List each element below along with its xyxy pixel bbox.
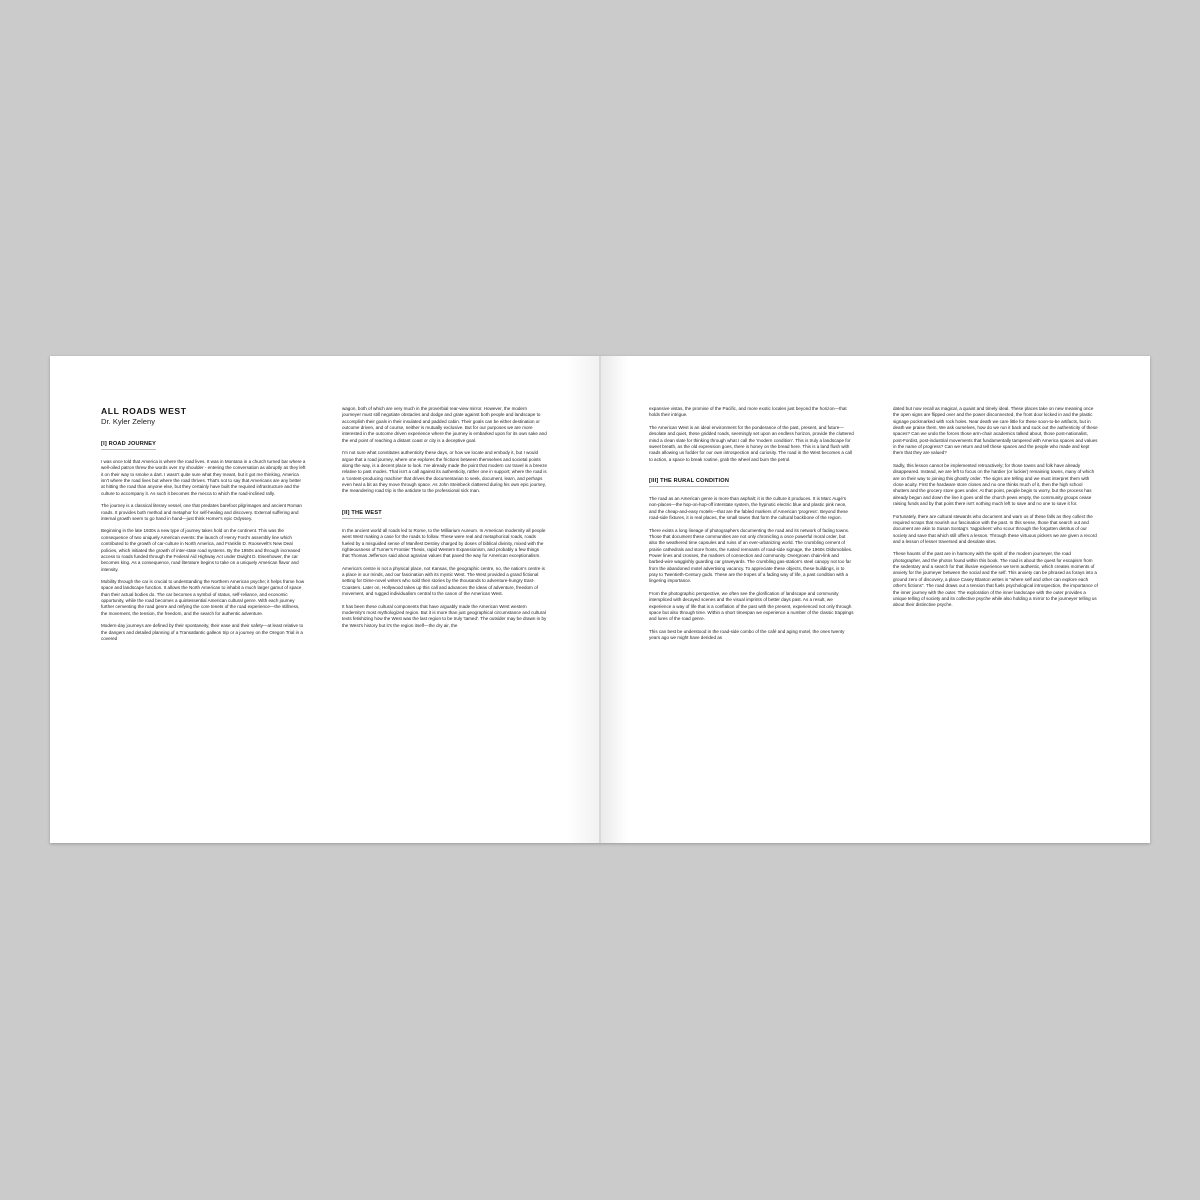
- paragraph: This can best be understood in the road-side combo of the café and aging motel, the ones twenty years ago we might have derided as: [649, 628, 845, 641]
- paragraph: wagon, both of which are very much in the proverbial rear-view mirror. However, the modern journeyer must still negotiate obstacles and dodge and grate against both people and landscape to accomplish their goals in their insulated and padded cabin. Their goals can be either destination or outcome driven, and of course, neither is mutually exclusive. But for our purposes we are more interested in the outcome driven experience where the journey is embarked upon for its own sake and the end point of reaching a distant coast or city is a deceptive goal.: [342, 406, 547, 443]
- paragraph: The American West is an ideal environment for the ponderance of the past, present, and future—desolate and quiet, these gridded roads, seemingly set upon an endless horizon, provide the cluttered mind a clean slate for thinking through what I call the 'modern condition'. This is truly a landscape for sweet breath, as the old expression goes, there is honey on the bread here. This is a land flush with roads allowing us fodder for our own introspection and curiosity. The road in the West becomes a call to action, a space to break routine, grab the wheel and burn the petrol.: [649, 424, 854, 462]
- paragraph: expansive vistas, the promise of the Pacific, and more exotic locales just beyond the horizon—that holds their intrigue.: [649, 406, 847, 418]
- book-spread: [50, 356, 1150, 843]
- paragraph: I'm not sure what constitutes authenticity these days, or how we locate and embody it, but I would argue that a road journey, where one explores the frictions between themselves and societal points along the way, is a decent place to look. I've already made the point that modern car travel is a breeze relative to past modes. That isn't a call against its authenticity, rather one in support; where the road is a 'content-producing machine' that drives the documentarian to seek, document, learn, and perhaps even heal a bit as they move through space. As John Steinbeck clattered during his own epic journey, the meandering road trip is the antidote to the professional sick man.: [342, 450, 548, 494]
- section-heading-road-journey: [I] ROAD JOURNEY: [101, 440, 156, 450]
- paragraph: From the photographic perspective, we often see the glorification of landscape and community interspliced with decayed scenes and the visual imprints of better days past. As a result, we experience a way of life that is a conflation of the past with the present, experienced not only through space but also through time. Within a short timespan we experience a number of the classic trappings and lures of the road genre.: [649, 590, 854, 622]
- paragraph: Modern-day journeys are defined by their spontaneity, their ease and their safety—at least relative to the dangers and detailed planning of a Transatlantic galleon trip or a journey on the Oregon Trial in a covered: [101, 623, 304, 641]
- left-column-2: [342, 406, 547, 635]
- paragraph: dated but now recall as magical, a quaint and timely ideal. These places take on new meaning once the open signs are flipped over and the power disconnected, the front door kicked in and the plastic signage pockmarked with rock holes. Near death we care little for these soon-to-be artifacts, but in death we praise them. We ask ourselves, how do we run it back and suck out the authenticity of these spaces? Can we undo the forces those arm-chair academics talked about, those post-nationalist, post-Fordist, post-industrial movements that fundamentally tampered with America spaces and values in the name of progress? Can we return and tell these spaces and the people who made and kept them that they are valued?: [893, 406, 1098, 456]
- paragraph: In the ancient world all roads led to Rome, to the Milliarium Aureum. In American modernity all people went West making a case for the roads to follow. These were real and metaphorical roads, roads fueled by a misguided sense of Manifest Destiny charged by doses of biblical divinity, mixed with the righteousness of Turner's Frontier Thesis, rapid Western Expansionism, and probably a few things that Thomas Jefferson said about agrarian values that paved the way for American exceptionalism.: [342, 527, 546, 559]
- paragraph: Sadly, this lesson cannot be implemented retroactively; for those towns and folk have already disappeared. Instead, we are left to focus on the hardier (or luckier) remaining towns, many of which are on their way to joining this ghostly order. The signs are telling and we must interpret them with close acuity. First the hardware store closes and no one thinks much of it, then the high school shutters and the grocery store goes under. At that point, people begin to worry, but the process has already begun and down the line it goes until the church pews empty, the community groups cease raising funds and by that point there isn't nothing much left to save and no one to save it for.: [893, 462, 1095, 506]
- right-column-1: [649, 406, 854, 648]
- paragraph: The road as an American genre is more than asphalt; it is the culture it produces. It is Marc Augé's non-places—the hop-on-hop-off interstate system, the hypnotic electric blue and plastic pink neon, and the cheap-and-easy motels—that are the fabled markers of American 'progress'. Beyond these road-side fixtures, it is real places, the small towns that form the cultural backbone of the region.: [649, 496, 848, 521]
- paragraph: Beginning in the late 1930s a new type of journey takes hold on the continent. This was the consequence of two uniquely American events: the launch of Henry Ford's assembly line which contributed to the growth of car-culture in North America, and Franklin D. Roosevelt's New Deal policies, which initiated the growth of inter-state road systems. By the 1950s and through increased access to roads funded through the Federal Aid Highway Act under Dwight D. Eisenhower, the car becomes king. As a consequence, road literature begins to take on a uniquely American flavor and intensity.: [101, 528, 301, 572]
- left-column-1: [101, 406, 306, 649]
- paragraph: Mobility through the car is crucial to understanding the Northern American psyche; it helps frame how space and landscape function. It allows the North American to inhabit a much larger gamut of space than their actual bodies do. The car becomes a symbol of status, self-reliance, and economic opportunity, while the road becomes a quintessential American cultural genre. With each journey further cementing the road genre and reifying the core tenets of the road experience—the stillness, the movement, the tension, the freedom, and the search for authentic adventure.: [101, 579, 305, 616]
- section-heading-rural-condition: [III] THE RURAL CONDITION: [649, 477, 729, 487]
- left-page: [50, 356, 600, 843]
- article-author: Dr. Kyler Zeleny: [101, 417, 156, 426]
- section-heading-the-west: [II] THE WEST: [342, 509, 382, 519]
- paragraph: Fortunately, there are cultural stewards who document and warn us of these falls as they collect the required scraps that nourish our fascination with the past. In this sense, those that search out and document are akin to Susan Sontag's 'ragpickers' who scour through the forgotten detritus of our society and save that which still offers a lesson. Through these virtuous pickers we are given a record and a lesson of lesser traversed and desolate sites.: [893, 513, 1097, 544]
- paragraph: I was once told that America is where the road lives. It was in Montana in a church turned bar where a well-oiled patron threw the words over my shoulder - entering the conversation as abruptly as they left it on their way to smoke a dart. I wasn't quite sure what they meant, but it got me thinking, America isn't where the road lives but where the road thrives. That's not to say that Americans are any better at hitting the road than anyone else, but they certainly have built the required infrastructure and the culture to accompany it. As such it becomes the mecca to which the road-inclined rally.: [101, 459, 306, 496]
- article-title: ALL ROADS WEST: [101, 406, 187, 416]
- right-page: [600, 356, 1150, 843]
- paragraph: America's centre is not a physical place, not Kansas, the geographic centre, no, the nation's centre is a place in our minds, and our fascination with its mystic West. The West provided a grand fictional setting for Dime-novel writers who sold their stories by the thousands to adventure-hungry East-Coasters. Later on, Hollywood takes up this call and advances the ideas of adventure, freedom of movement, and rugged individualism central to the canon of the American West.: [342, 565, 545, 597]
- paragraph: The journey is a classical literary vessel, one that predates barefoot pilgrimages and ancient Roman roads. It provides both method and metaphor for self-healing and discovery. External suffering and internal growth seem to go hand in hand—just think Homer's epic Odyssey.: [101, 503, 302, 521]
- paragraph: There exists a long lineage of photographers documenting the road and its network of fading towns. Those that document these communities are not only chronicling a once powerful moral order, but also the weathered time capsules and ruins of an ever-urbanizing world. The crumbling cement of prairie cathedrals and store fronts, the rusted remnants of road-side signage, the 1960s Oldsmobiles. Power lines and crosses, the markers of connection and community. Overgrown chain-link and barbed-wire waggishly guarding car graveyards. The crumbling gas-station's steel canopy not too far from the abandoned motel advertising vacancy. To appreciate these objects, these buildings, is to pray to Twentieth-Century gods. These are the tropes of a fading way of life, a past condition with a lingering importance.: [649, 527, 853, 584]
- right-column-2: [893, 406, 1098, 615]
- paragraph: These haunts of the past are in harmony with the spirit of the modern journeyer, the road photographer, and the photos found within this book. The road is about the quest for escapism from the sedentary and a search for that illusive experience we term authentic, which creates moments of anxiety for the journeyer between the social and the self. This anxiety can be phrased as forays into a ground zero of discovery, a place Casey Blanton writes is "where self and other can explore each other's fictions". The road draws out a tension that fuels psychological introspection, the importance of the inner journey with the outer. The exploration of the inner landscape with the outer provides a unique telling of society and its collective psyche while also holding a mirror to the journeyer telling us about their distinctive psyche.: [893, 551, 1098, 608]
- paragraph: It has been these cultural components that have arguably made the American West western modernity's most mythologized region. But it is more than just geographical circumstance and cultural texts fetishizing how the West was the last region to be truly 'tamed'. The outsider may be drawn in by the West's history but it's the region itself—the dry air, the: [342, 603, 547, 628]
- book-gutter: [599, 356, 601, 843]
